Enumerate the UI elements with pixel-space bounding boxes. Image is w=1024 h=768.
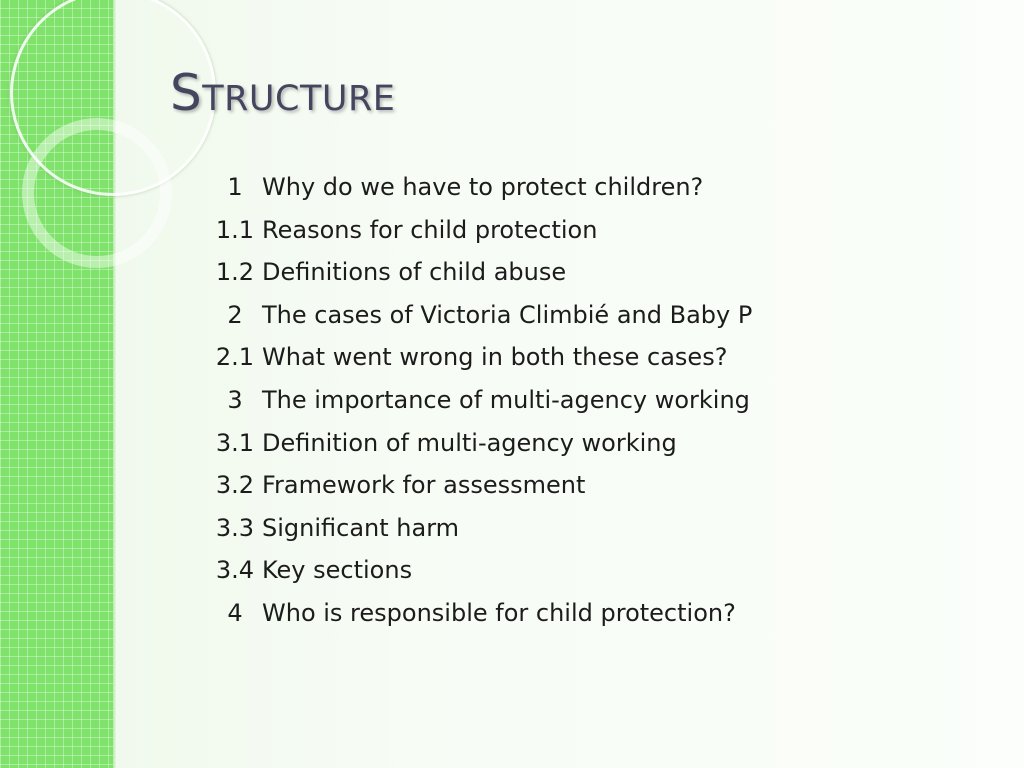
item-text: The importance of multi-agency working bbox=[262, 385, 750, 414]
item-number: 4 bbox=[227, 598, 243, 627]
list-item bbox=[208, 422, 752, 465]
item-number: 3 bbox=[227, 385, 243, 414]
item-number: 1 bbox=[227, 173, 243, 201]
slide-title: Structure bbox=[170, 64, 396, 122]
item-number: 3.3 bbox=[215, 513, 255, 542]
list-item bbox=[208, 336, 752, 379]
item-number: 1.1 bbox=[215, 215, 255, 244]
item-number: 2.1 bbox=[215, 343, 255, 372]
item-text: Who is responsible for child protection? bbox=[262, 598, 736, 627]
list-item bbox=[208, 166, 752, 209]
item-number: 2 bbox=[227, 300, 243, 329]
item-text: Framework for assessment bbox=[262, 471, 586, 500]
item-number: 3.4 bbox=[215, 556, 255, 585]
item-number: 3.2 bbox=[215, 471, 255, 500]
list-item bbox=[208, 464, 752, 507]
list-item bbox=[208, 507, 752, 550]
list-item bbox=[208, 251, 752, 294]
item-text: Definitions of child abuse bbox=[262, 258, 567, 287]
item-number: 1.2 bbox=[215, 258, 255, 287]
item-text: Reasons for child protection bbox=[262, 215, 598, 244]
item-text: The cases of Victoria Climbié and Baby P bbox=[262, 300, 753, 329]
item-number: 3.1 bbox=[215, 428, 255, 457]
list-item bbox=[208, 592, 752, 635]
outline-list bbox=[208, 166, 752, 635]
list-item bbox=[208, 294, 752, 337]
item-text: Significant harm bbox=[262, 513, 460, 542]
item-text: Definition of multi-agency working bbox=[262, 428, 677, 457]
item-text: What went wrong in both these cases? bbox=[262, 343, 728, 372]
item-text: Why do we have to protect children? bbox=[262, 173, 704, 201]
list-item bbox=[208, 379, 752, 422]
item-text: Key sections bbox=[262, 556, 413, 585]
list-item bbox=[208, 209, 752, 252]
list-item bbox=[208, 549, 752, 592]
decorative-ring-small bbox=[22, 118, 172, 268]
